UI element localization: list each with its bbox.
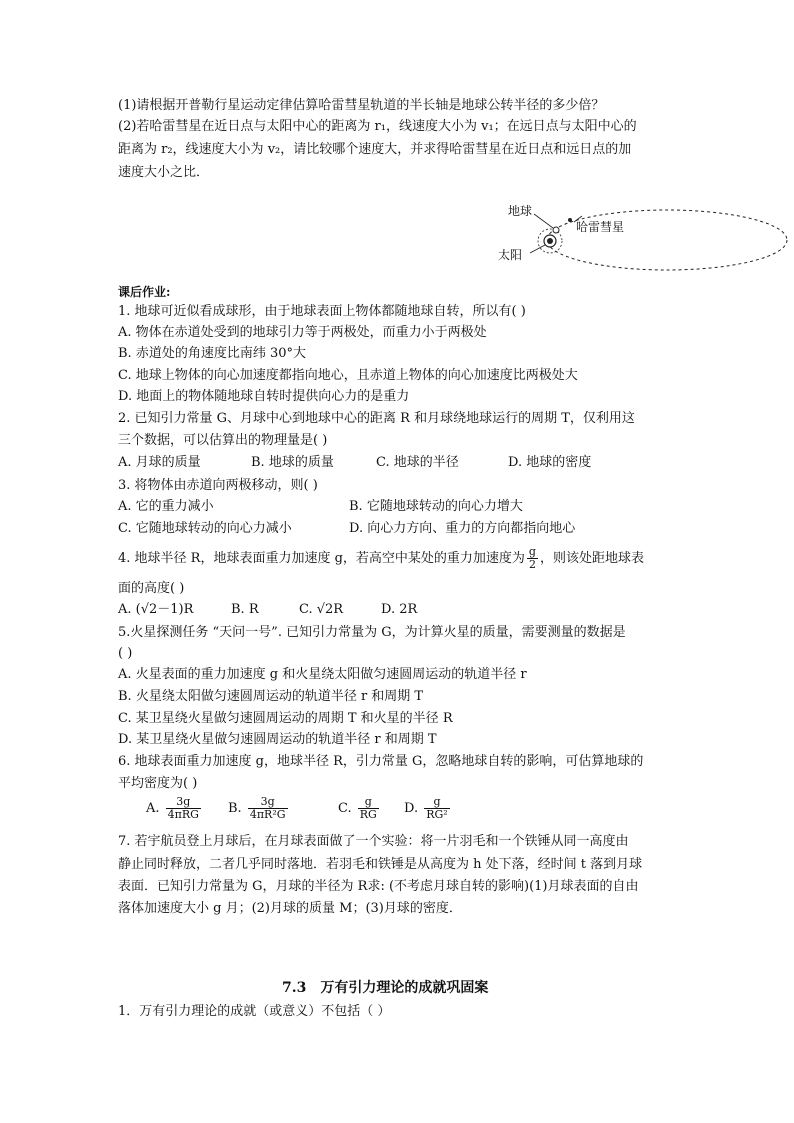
q6-b-label: B. <box>228 801 242 816</box>
q6-option-a <box>146 796 203 821</box>
comet-icon <box>568 218 572 222</box>
q2-option-b: B. 地球的质量 <box>251 455 334 470</box>
earth-label: 地球 <box>508 204 533 218</box>
q6-stem-line2: 平均密度为( ) <box>118 776 198 791</box>
q2-option-c: C. 地球的半径 <box>376 455 459 470</box>
q3-option-a: A. 它的重力减小 <box>118 499 214 514</box>
comet-label: 哈雷彗星 <box>576 220 625 234</box>
q6-c-num: g <box>358 796 379 809</box>
q3-option-c: C. 它随地球转动的向心力减小 <box>118 521 292 536</box>
q7-line1: 7. 若宇航员登上月球后，在月球表面做了一个实验：将一片羽毛和一个铁锤从同一高度由 <box>118 834 629 849</box>
q4-option-d: D. 2R <box>381 602 418 617</box>
sun-label: 太阳 <box>498 248 523 262</box>
q6-a-num: 3g <box>166 796 201 809</box>
q5-option-a: A. 火星表面的重力加速度 g 和火星绕太阳做匀速圆周运动的轨道半径 r <box>118 667 527 682</box>
q4-fraction <box>527 546 538 571</box>
q1-option-c: C. 地球上物体的向心加速度都指向地心，且赤道上物体的向心加速度比两极处大 <box>118 368 578 383</box>
orbit-diagram <box>490 198 790 273</box>
q2-option-d: D. 地球的密度 <box>508 455 592 470</box>
q6-a-fraction <box>166 796 201 821</box>
q6-b-den: 4πR²G <box>249 808 286 821</box>
q5-option-b: B. 火星绕太阳做匀速圆周运动的轨道半径 r 和周期 T <box>118 689 424 704</box>
q6-option-d <box>404 796 452 821</box>
q7-line3: 表面．已知引力常量为 G，月球的半径为 R求: (不考虑月球自转的影响)(1)月球表面的自由 <box>118 879 639 894</box>
q6-c-label: C. <box>338 801 352 816</box>
intro-q2-line1: (2)若哈雷彗星在近日点与太阳中心的距离为 r₁，线速度大小为 v₁；在远日点与太阳中心的 <box>118 119 637 134</box>
q6-stem-line1: 6. 地球表面重力加速度 g，地球半径 R，引力常量 G，忽略地球自转的影响，可估算地球的 <box>118 754 644 769</box>
q5-option-c: C. 某卫星绕火星做匀速圆周运动的周期 T 和火星的半径 R <box>118 711 453 726</box>
q4-frac-den: 2 <box>528 558 536 571</box>
q4-option-c: C. √2R <box>299 602 344 617</box>
q6-c-fraction <box>358 796 379 821</box>
q2-stem-line2: 三个数据，可以估算出的物理量是( ) <box>118 433 328 448</box>
q7-line2: 静止同时释放，二者几乎同时落地．若羽毛和铁锤是从高度为 h 处下落，经时间 t 落到月球 <box>118 857 643 872</box>
q2-stem-line1: 2. 已知引力常量 G、月球中心到地球中心的距离 R 和月球绕地球运行的周期 T，仅利用这 <box>118 411 635 426</box>
q6-b-num: 3g <box>248 796 288 809</box>
section-q1: 1．万有引力理论的成就（或意义）不包括（ ） <box>118 1004 391 1019</box>
q4-option-a: A. (√2－1)R <box>118 602 194 617</box>
q2-option-a: A. 月球的质量 <box>118 455 201 470</box>
q6-a-den: 4πRG <box>167 808 199 821</box>
q4-stem-pre: 4. 地球半径 R，地球表面重力加速度 g，若高空中某处的重力加速度为 <box>118 551 525 566</box>
homework-title: 课后作业: <box>118 285 171 299</box>
q1-stem: 1. 地球可近似看成球形，由于地球表面上物体都随地球自转，所以有( ) <box>118 304 526 319</box>
intro-q1: (1)请根据开普勒行星运动定律估算哈雷彗星轨道的半长轴是地球公转半径的多少倍？ <box>118 98 605 113</box>
earth-icon <box>553 227 559 233</box>
intro-q2-line2: 距离为 r₂，线速度大小为 v₂，请比较哪个速度大，并求得哈雷彗星在近日点和远日点的加 <box>118 142 632 157</box>
q5-stem-line1: 5.火星探测任务 “天问一号”. 已知引力常量为 G，为计算火星的质量，需要测量的数据是 <box>118 625 626 640</box>
q3-stem: 3. 将物体由赤道向两极移动，则( ) <box>118 478 318 493</box>
q4-stem-line1 <box>118 546 644 571</box>
q5-option-d: D. 某卫星绕火星做匀速圆周运动的轨道半径 r 和周期 T <box>118 732 437 747</box>
q6-a-label: A. <box>146 801 160 816</box>
q6-option-c <box>338 796 381 821</box>
q6-b-fraction <box>248 796 288 821</box>
q6-option-b <box>228 796 290 821</box>
q7-line4: 落体加速度大小 g 月；(2)月球的质量 M；(3)月球的密度． <box>118 901 462 916</box>
q5-stem-line2: ( ) <box>118 646 133 661</box>
q4-frac-num: g <box>528 545 536 558</box>
intro-q2-line3: 速度大小之比． <box>118 165 210 180</box>
q6-d-num: g <box>424 796 449 809</box>
q1-option-a: A. 物体在赤道处受到的地球引力等于两极处，而重力小于两极处 <box>118 325 487 340</box>
q6-c-den: RG <box>359 808 377 821</box>
q6-d-label: D. <box>404 801 419 816</box>
q6-d-den: RG² <box>426 808 448 821</box>
q6-d-fraction <box>424 796 449 821</box>
section-title: 7.3 万有引力理论的成就巩固案 <box>282 980 489 996</box>
q1-option-b: B. 赤道处的角速度比南纬 30°大 <box>118 346 306 361</box>
q4-option-b: B. R <box>231 602 259 617</box>
q4-stem-line2: 面的高度( ) <box>118 581 185 596</box>
q3-option-b: B. 它随地球转动的向心力增大 <box>349 499 523 514</box>
orbit-figure <box>490 198 790 273</box>
q4-stem-post: ，则该处距地球表 <box>539 551 644 566</box>
q1-option-d: D. 地面上的物体随地球自转时提供向心力的是重力 <box>118 389 410 404</box>
q3-option-d: D. 向心力方向、重力的方向都指向地心 <box>349 521 576 536</box>
